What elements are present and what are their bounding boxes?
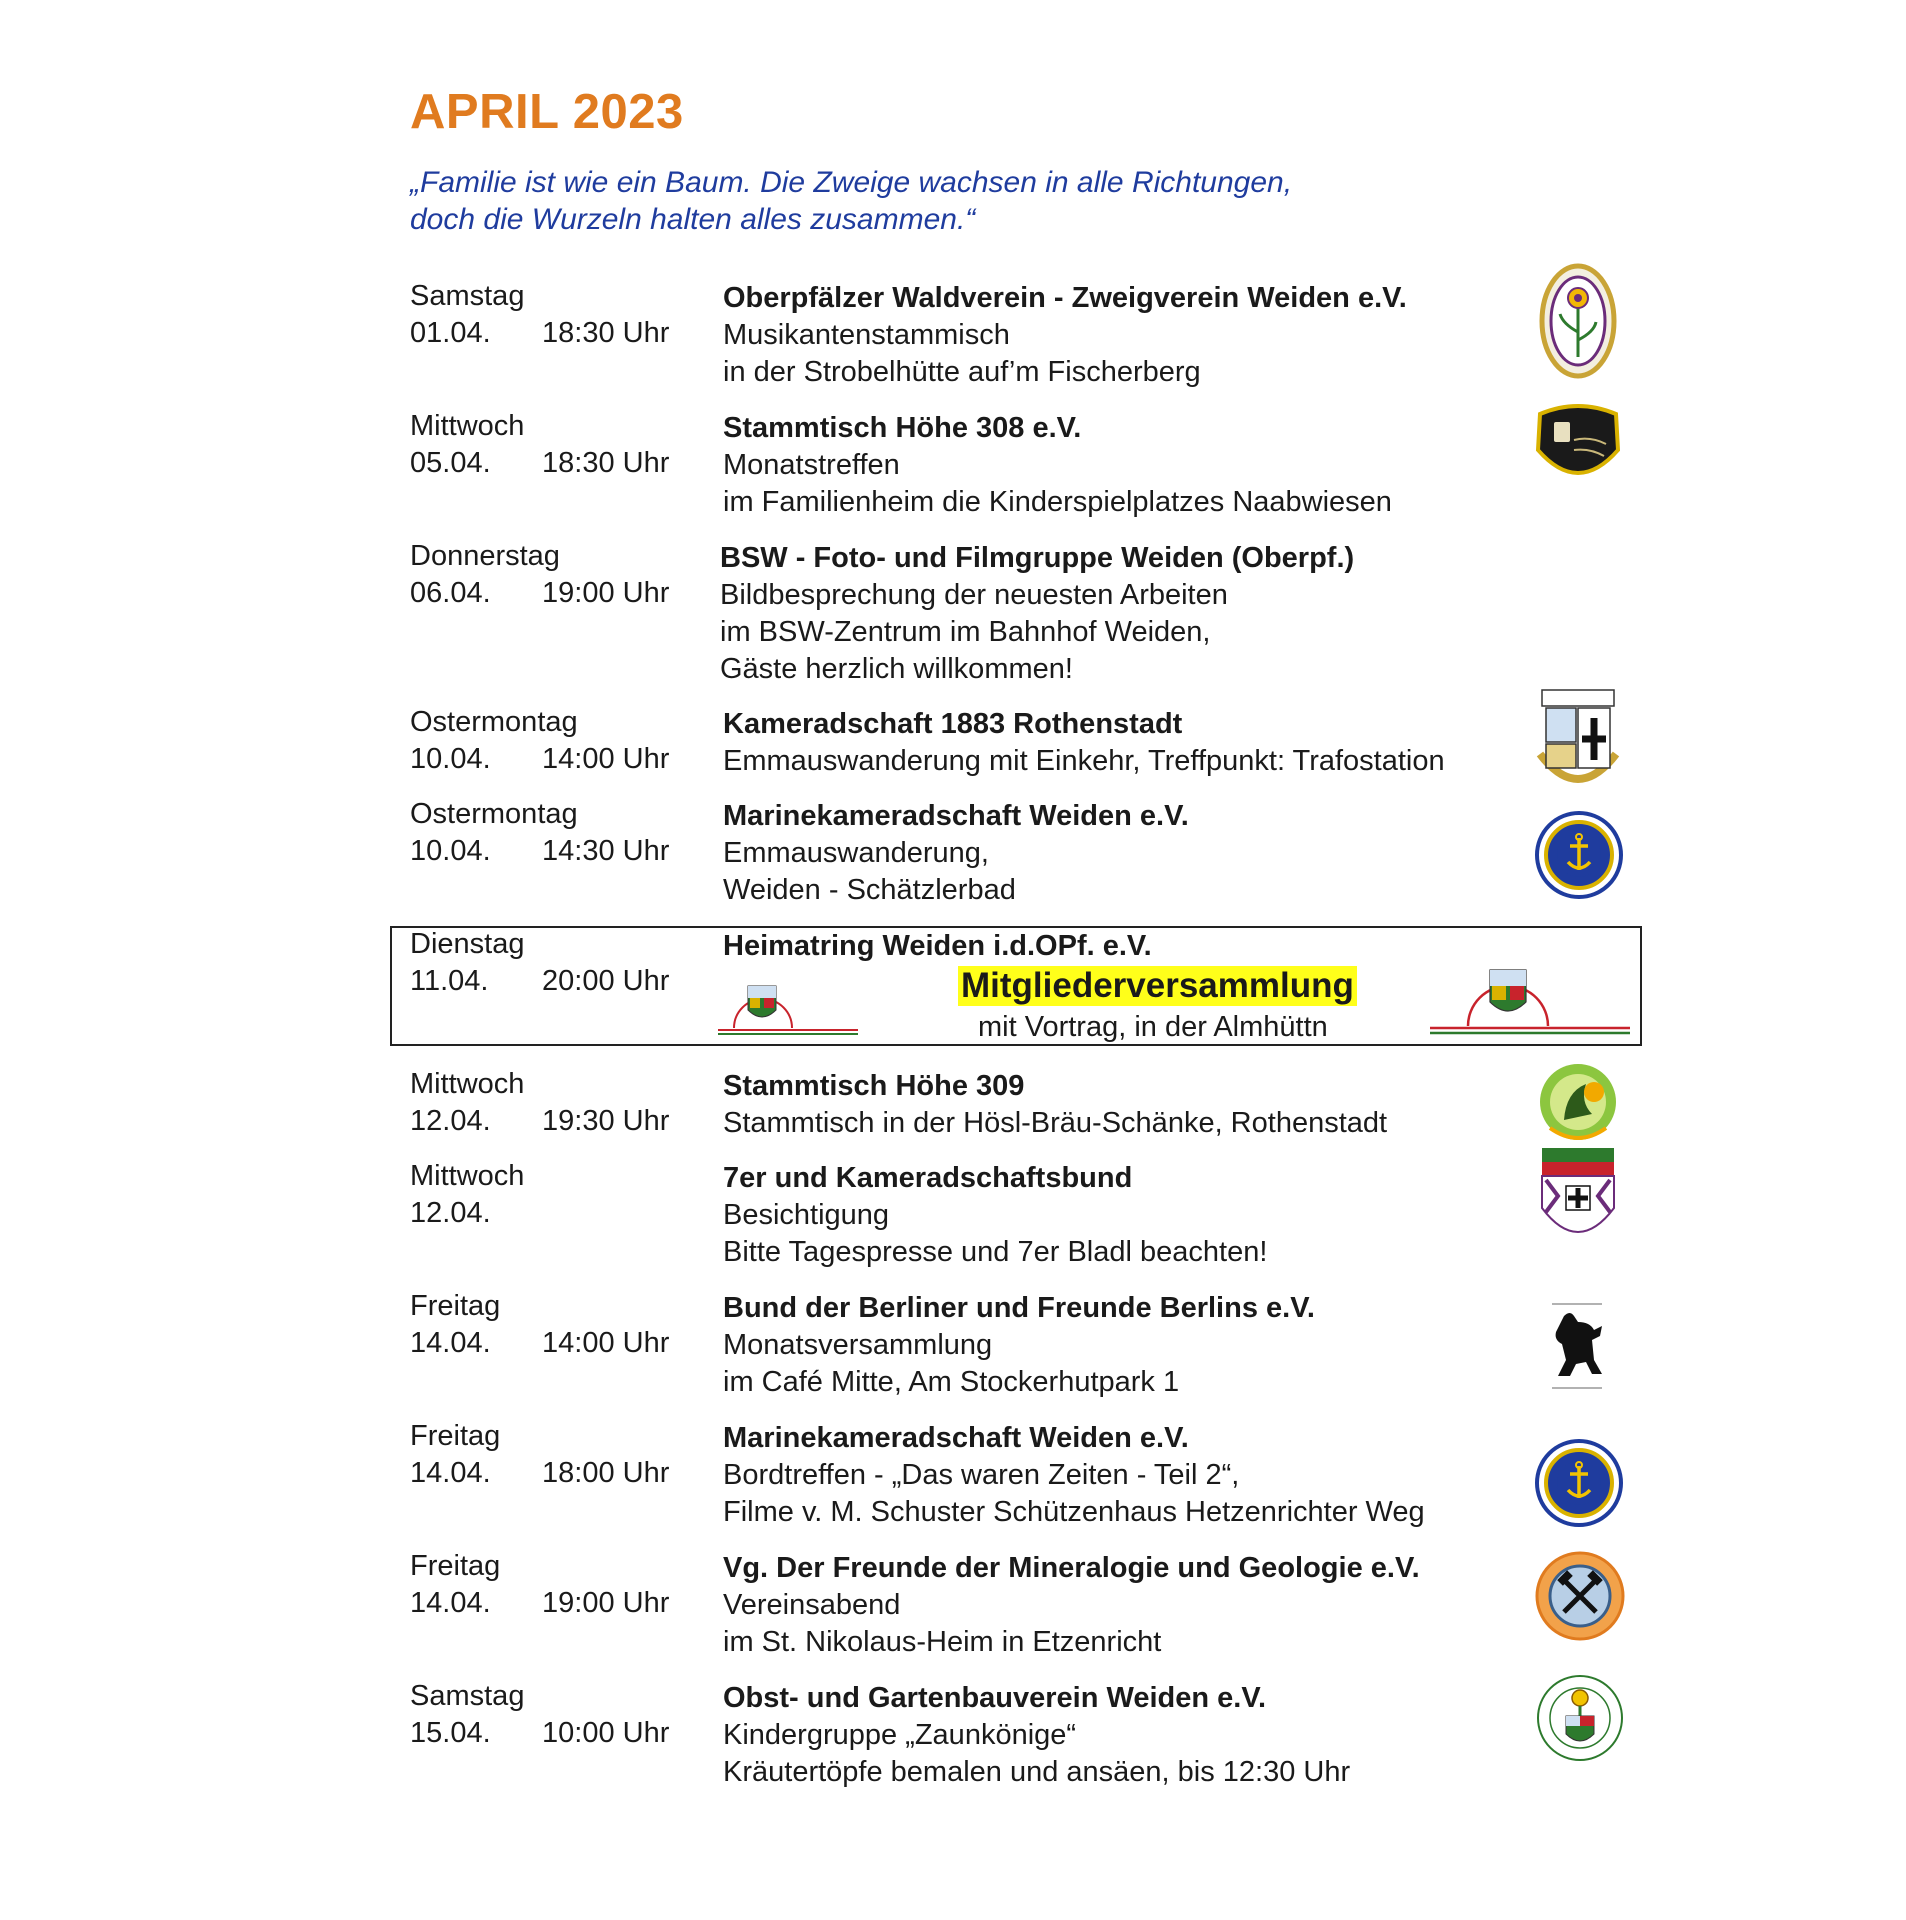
- event-line: Bordtreffen - „Das waren Zeiten - Teil 2“,: [723, 1459, 1240, 1491]
- event-day: Freitag: [410, 1290, 501, 1322]
- event-line: im Café Mitte, Am Stockerhutpark 1: [723, 1366, 1180, 1398]
- event-line: Monatstreffen: [723, 449, 900, 481]
- quote-line: „Familie ist wie ein Baum. Die Zweige wachsen in alle Richtungen,: [410, 166, 1293, 199]
- stammtisch-hoehe-308-logo: [1530, 400, 1626, 488]
- event-line: Kräutertöpfe bemalen und ansäen, bis 12:30 Uhr: [723, 1756, 1351, 1788]
- event-date: 12.04.: [410, 1105, 491, 1137]
- event-line: Bildbesprechung der neuesten Arbeiten: [720, 579, 1228, 611]
- obst-gartenbau-logo: [1534, 1668, 1626, 1768]
- event-line: Weiden - Schätzlerbad: [723, 874, 1016, 906]
- event-organizer: Stammtisch Höhe 308 e.V.: [723, 412, 1082, 444]
- event-line: im BSW-Zentrum im Bahnhof Weiden,: [720, 616, 1211, 648]
- event-organizer: Vg. Der Freunde der Mineralogie und Geologie e.V.: [723, 1552, 1420, 1584]
- event-day: Samstag: [410, 1680, 525, 1712]
- event-details: [723, 1420, 1543, 1531]
- event-organizer: Marinekameradschaft Weiden e.V.: [723, 800, 1189, 832]
- event-details: [723, 798, 1543, 909]
- event-time: 14:30 Uhr: [542, 835, 670, 867]
- event-day: Freitag: [410, 1420, 501, 1452]
- quote-line: doch die Wurzeln halten alles zusammen.“: [410, 203, 976, 236]
- event-line: Gäste herzlich willkommen!: [720, 653, 1073, 685]
- event-time: 18:00 Uhr: [542, 1457, 670, 1489]
- event-day: Ostermontag: [410, 706, 578, 738]
- event-day: Donnerstag: [410, 540, 560, 572]
- event-day: Dienstag: [410, 928, 525, 960]
- mineralogie-logo: [1534, 1550, 1626, 1642]
- event-line: Musikantenstammisch: [723, 319, 1010, 351]
- event-day: Samstag: [410, 280, 525, 312]
- event-subline: mit Vortrag, in der Almhüttn: [978, 1011, 1328, 1043]
- event-highlight: Mitgliederversammlung: [958, 966, 1357, 1006]
- event-day: Ostermontag: [410, 798, 578, 830]
- event-details: [723, 1290, 1543, 1401]
- event-details: [723, 280, 1543, 391]
- event-organizer: BSW - Foto- und Filmgruppe Weiden (Oberpf.): [720, 542, 1355, 574]
- event-details: [720, 540, 1540, 688]
- event-organizer: Oberpfälzer Waldverein - Zweigverein Weiden e.V.: [723, 282, 1407, 314]
- event-line: Stammtisch in der Hösl-Bräu-Schänke, Rothenstadt: [723, 1107, 1388, 1139]
- oberpfaelzer-waldverein-logo: [1538, 262, 1618, 380]
- event-details: [723, 706, 1543, 780]
- event-date: 05.04.: [410, 447, 491, 479]
- event-time: 18:30 Uhr: [542, 317, 670, 349]
- marinekameradschaft-logo: [1534, 1438, 1624, 1528]
- event-details: [723, 928, 1543, 965]
- event-date: 15.04.: [410, 1717, 491, 1749]
- event-line: in der Strobelhütte auf’m Fischerberg: [723, 356, 1201, 388]
- event-time: 20:00 Uhr: [542, 965, 670, 997]
- event-time: 14:00 Uhr: [542, 1327, 670, 1359]
- event-line: Emmauswanderung,: [723, 837, 989, 869]
- event-date: 12.04.: [410, 1197, 491, 1229]
- event-day: Freitag: [410, 1550, 501, 1582]
- event-organizer: Heimatring Weiden i.d.OPf. e.V.: [723, 930, 1152, 962]
- kameradschaft-1883-logo: [1532, 684, 1624, 802]
- berlin-bear-logo: [1544, 1300, 1610, 1392]
- 7er-weiden-logo: [1538, 1146, 1618, 1250]
- event-time: 19:30 Uhr: [542, 1105, 670, 1137]
- event-day: Mittwoch: [410, 410, 525, 442]
- event-line: im Familienheim die Kinderspielplatzes Naabwiesen: [723, 486, 1392, 518]
- event-line: Filme v. M. Schuster Schützenhaus Hetzenrichter Weg: [723, 1496, 1425, 1528]
- event-organizer: Obst- und Gartenbauverein Weiden e.V.: [723, 1682, 1267, 1714]
- event-time: 10:00 Uhr: [542, 1717, 670, 1749]
- event-organizer: Marinekameradschaft Weiden e.V.: [723, 1422, 1189, 1454]
- event-date: 14.04.: [410, 1457, 491, 1489]
- event-details: [723, 1550, 1543, 1661]
- event-date: 10.04.: [410, 743, 491, 775]
- event-date: 14.04.: [410, 1587, 491, 1619]
- event-line: Emmauswanderung mit Einkehr, Treffpunkt: Trafostation: [723, 745, 1445, 777]
- event-date: 11.04.: [410, 965, 489, 997]
- event-details: [723, 410, 1543, 521]
- event-line: Vereinsabend: [723, 1589, 901, 1621]
- event-line: im St. Nikolaus-Heim in Etzenricht: [723, 1626, 1162, 1658]
- event-organizer: Kameradschaft 1883 Rothenstadt: [723, 708, 1183, 740]
- event-line: Monatsversammlung: [723, 1329, 993, 1361]
- event-date: 01.04.: [410, 317, 491, 349]
- marinekameradschaft-logo: [1534, 810, 1624, 900]
- event-details: [723, 1068, 1543, 1142]
- event-line: Bitte Tagespresse und 7er Bladl beachten!: [723, 1236, 1268, 1268]
- event-date: 06.04.: [410, 577, 491, 609]
- event-details: [723, 1160, 1543, 1271]
- event-time: 18:30 Uhr: [542, 447, 670, 479]
- event-details: [723, 1680, 1543, 1791]
- quote: [410, 164, 1410, 238]
- heimatring-crest-icon: [1430, 942, 1630, 1040]
- event-time: 19:00 Uhr: [542, 1587, 670, 1619]
- event-time: 14:00 Uhr: [542, 743, 670, 775]
- event-line: Kindergruppe „Zaunkönige“: [723, 1719, 1077, 1751]
- page-title: APRIL 2023: [410, 85, 684, 139]
- event-day: Mittwoch: [410, 1160, 525, 1192]
- event-line: Besichtigung: [723, 1199, 890, 1231]
- event-time: 19:00 Uhr: [542, 577, 670, 609]
- event-day: Mittwoch: [410, 1068, 525, 1100]
- heimatring-crest-icon: [718, 968, 858, 1040]
- stammtisch-hoehe-309-logo: [1536, 1062, 1620, 1150]
- event-date: 14.04.: [410, 1327, 491, 1359]
- event-organizer: Bund der Berliner und Freunde Berlins e.V.: [723, 1292, 1315, 1324]
- event-date: 10.04.: [410, 835, 491, 867]
- event-organizer: Stammtisch Höhe 309: [723, 1070, 1025, 1102]
- event-organizer: 7er und Kameradschaftsbund: [723, 1162, 1133, 1194]
